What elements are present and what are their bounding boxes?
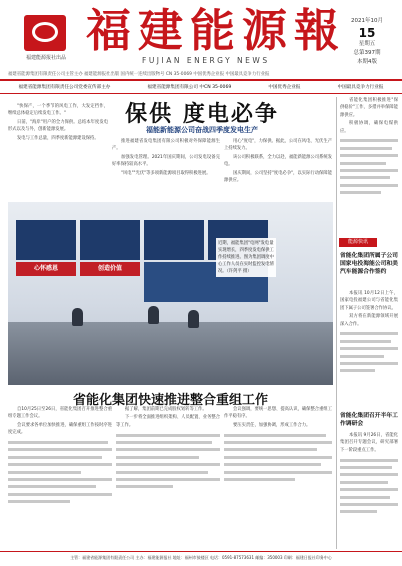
- photo-caption: 近期，福能集团"电网"发电量实现增长，四季度发电保供工作持续推进。图为集团调度中心工作人员在实时监控发电情况。（许剑平 摄）: [216, 238, 276, 277]
- contributor-item: 中国优秀企业报: [268, 85, 301, 90]
- lead-column-1: [8, 103, 108, 199]
- brief-1-headline: 省能化集团所属子公司国家电投海能公司和美汽车能源合作签约: [340, 253, 398, 275]
- issue-date-block: [337, 17, 397, 67]
- photo-screen: [80, 220, 140, 260]
- lead-column-3: [224, 138, 332, 199]
- issue-number: 总第397期: [353, 50, 381, 56]
- masthead-divider: [0, 79, 402, 81]
- contributor-strip: [0, 82, 402, 92]
- photo-banner-right: 创造价值: [80, 262, 140, 276]
- page-footer: 主管：福建省能源集团有限责任公司 主办：福建能源报社 地址：福州市鼓楼区 电话：0591-87573631 邮编：350003 印刷：福建日报社印务中心: [0, 551, 402, 566]
- photo-person: [188, 310, 199, 328]
- lead-headline: 保供 度电必争: [125, 102, 279, 127]
- section-column-3: [224, 406, 332, 548]
- issue-year-month: 2021年10月: [351, 18, 383, 24]
- photo-banner-left: 心怀感恩: [16, 262, 76, 276]
- lead-paragraph: "风电""光伏"等多项新能源项目取得积极进展。: [121, 170, 211, 176]
- masthead-title-english: FUJIAN ENERGY NEWS: [142, 56, 270, 65]
- lead-paragraph: 该公司积极联系，全力以赴，福能新能源公司系统发电。: [224, 154, 332, 168]
- lead-column-2: [112, 138, 220, 199]
- masthead-title: 福建能源報: [86, 4, 347, 57]
- photo-person: [72, 308, 83, 326]
- photo-screen: [144, 220, 204, 260]
- brief-paragraph: 本报讯 10月12日上午，国家电投福建公司与省能化集团下属子公司签署合作协议。: [340, 291, 398, 311]
- section-headline: 省能化集团快速推进整合重组工作: [72, 393, 268, 408]
- brief-paragraph: 双方将在新能源领域开展深入合作。: [340, 314, 398, 327]
- contributor-divider: [0, 93, 402, 94]
- newspaper-logo: [10, 12, 82, 62]
- brief-2-body: [340, 432, 398, 548]
- issue-pages: 本期4版: [357, 59, 377, 65]
- photo-desk: [8, 322, 333, 385]
- section-column-2: [116, 406, 220, 548]
- logo-caption: 福建能源报社出品: [25, 55, 66, 61]
- section-paragraph: 会议强调，要统一思想、提高认识，确保整合重组工作平稳有序。: [224, 407, 332, 420]
- right-column-top: [340, 97, 398, 233]
- issue-day: 15: [358, 26, 376, 40]
- logo-emblem-icon: [24, 15, 66, 51]
- right-paragraph: 省能化集团积极推进"保供稳价"工作，多措并举保障能源供应。: [340, 98, 398, 118]
- lead-paragraph: 用心"度电"，力保供。据此，公司在风电、光伏生产上持续发力。: [224, 139, 332, 152]
- lead-paragraph: 推进福建省发电集团有限公司积极对外保障能源生产。: [112, 139, 220, 152]
- section-paragraph: 据了解，集团前期已完成股权划转等工作。: [125, 407, 207, 412]
- right-paragraph: 积极协调，确保电煤供应。: [340, 121, 398, 134]
- section-paragraph: 下一步将全面推进组织架构、人员配置、业务整合等工作。: [116, 415, 220, 428]
- news-brief-tag: 能源快讯: [339, 238, 377, 247]
- control-room-photo: [8, 202, 333, 385]
- lead-paragraph: 加强发电管理。2021年国庆期间，公司发电设备完好率保持较高水平。: [112, 154, 220, 168]
- lead-paragraph: "快保产，一个季节的风电工作，大发定挡作，继续总体稳定后续发电工作。": [8, 104, 108, 117]
- right-column-divider: [336, 97, 337, 549]
- section-column-1: [8, 406, 112, 548]
- lead-subheadline: 福能新能源公司奋战四季度发电生产: [146, 126, 258, 134]
- issue-weekday: 星期五: [358, 41, 376, 47]
- photo-person: [148, 306, 159, 324]
- lead-paragraph: 国庆期间，公司坚持"度电必争"，以实际行动保障能源供应。: [224, 170, 332, 184]
- lead-paragraph: 发电与工作总量，四季度新能源建设保持。: [17, 135, 99, 141]
- lead-paragraph: 日前，"海岸"用户的全力保供。总结本年度发电形式以及与外，创新能源发展。: [8, 119, 108, 133]
- section-paragraph: 要压实责任，加强协调，形成工作合力。: [233, 422, 311, 428]
- contributor-item: 中国最具竞争力行业报: [337, 85, 384, 90]
- contributor-item: 福建省能源集团有限责任公司党委宣传部主办: [18, 85, 111, 90]
- contributor-item: 福建省能源集团有限公司 中CN 35-0069: [147, 85, 232, 90]
- section-paragraph: 自10月25日至26日，省能化集团召开推进整合重组专题工作会议。: [8, 407, 112, 420]
- brief-2-headline: 省能化集团召开半年工作调研会: [340, 413, 398, 427]
- photo-screen: [16, 220, 76, 260]
- brief-1-body: [340, 290, 398, 402]
- masthead-publisher-line: 福建省能源集团有限责任公司主管主办 福建能源报社出版 国内统一连续出版物号 CN 35-0069 中国优秀企业报 中国最具竞争力行业报: [8, 72, 270, 77]
- section-paragraph: 会议要求各单位加快推进，确保重组工作按时序进度完成。: [8, 422, 112, 436]
- brief-paragraph: 本报讯 9月26日，省能化集团召开专题会议，研究部署下一阶段重点工作。: [340, 433, 398, 453]
